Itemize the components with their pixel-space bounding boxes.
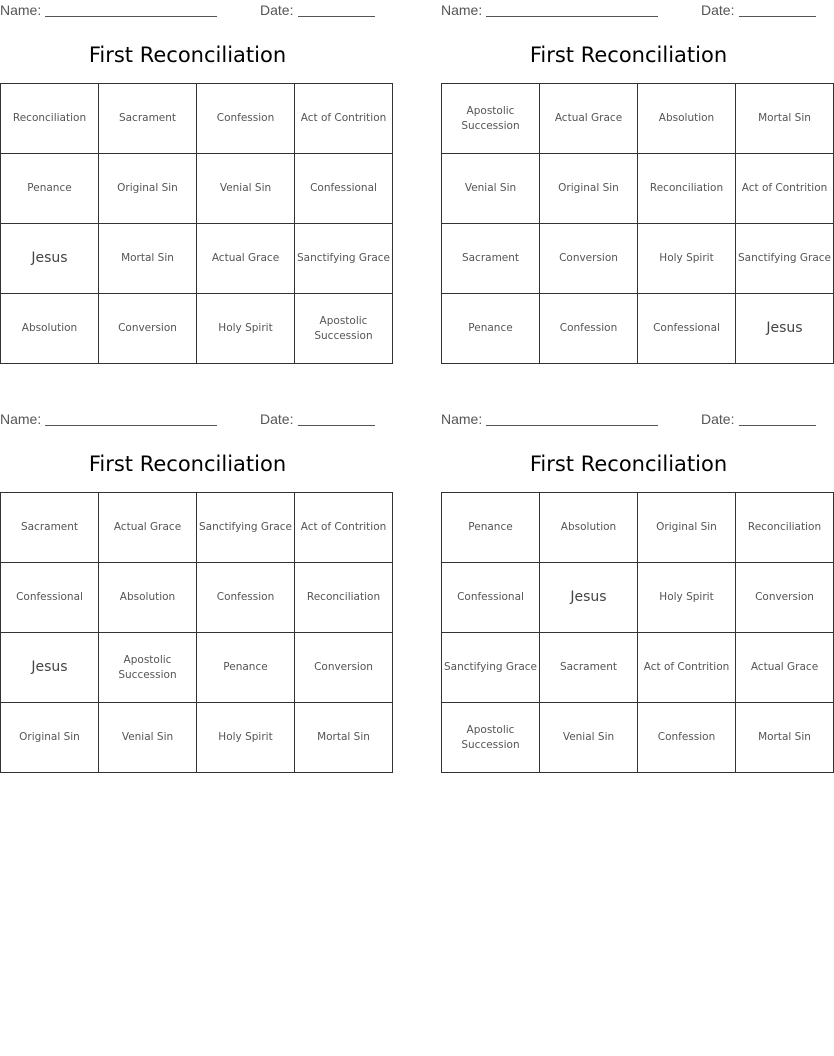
bingo-cell[interactable]: Venial Sin xyxy=(540,703,638,773)
bingo-cell[interactable]: Holy Spirit xyxy=(197,703,295,773)
bingo-cell[interactable]: Sanctifying Grace xyxy=(295,224,393,294)
bingo-cell[interactable]: Mortal Sin xyxy=(99,224,197,294)
name-label: Name: xyxy=(0,411,42,427)
bingo-cell[interactable]: Venial Sin xyxy=(99,703,197,773)
bingo-cell[interactable]: Conversion xyxy=(736,563,834,633)
bingo-cell[interactable]: Actual Grace xyxy=(540,84,638,154)
name-label: Name: xyxy=(0,2,42,18)
bingo-cell[interactable]: Penance xyxy=(1,154,99,224)
bingo-cell[interactable]: Mortal Sin xyxy=(295,703,393,773)
name-date-row xyxy=(441,411,816,429)
bingo-cell[interactable]: Apostolic Succession xyxy=(295,294,393,364)
bingo-cell[interactable]: Original Sin xyxy=(540,154,638,224)
name-blank-line[interactable] xyxy=(45,16,217,17)
card-title: First Reconciliation xyxy=(88,43,287,67)
bingo-cell[interactable]: Act of Contrition xyxy=(295,84,393,154)
bingo-cell[interactable]: Actual Grace xyxy=(197,224,295,294)
bingo-row xyxy=(1,84,393,154)
bingo-cell[interactable]: Mortal Sin xyxy=(736,703,834,773)
bingo-cell[interactable]: Confessional xyxy=(442,563,540,633)
bingo-cell[interactable]: Conversion xyxy=(295,633,393,703)
bingo-cell[interactable]: Penance xyxy=(197,633,295,703)
bingo-cell[interactable]: Sacrament xyxy=(1,493,99,563)
bingo-cell[interactable]: Jesus xyxy=(1,633,99,703)
date-label: Date: xyxy=(260,2,294,18)
bingo-cell[interactable]: Original Sin xyxy=(99,154,197,224)
bingo-cell[interactable]: Sanctifying Grace xyxy=(197,493,295,563)
bingo-cell[interactable]: Reconciliation xyxy=(295,563,393,633)
bingo-row xyxy=(442,633,834,703)
bingo-cell[interactable]: Act of Contrition xyxy=(295,493,393,563)
bingo-row xyxy=(442,224,834,294)
bingo-row xyxy=(442,154,834,224)
bingo-cell[interactable]: Reconciliation xyxy=(736,493,834,563)
bingo-row xyxy=(1,633,393,703)
bingo-row xyxy=(1,563,393,633)
bingo-grid xyxy=(441,83,834,364)
bingo-cell[interactable]: Confessional xyxy=(1,563,99,633)
bingo-cell[interactable]: Act of Contrition xyxy=(736,154,834,224)
bingo-row xyxy=(1,294,393,364)
date-blank-line[interactable] xyxy=(298,425,375,426)
name-date-row xyxy=(441,2,816,20)
card-title: First Reconciliation xyxy=(529,452,728,476)
bingo-cell[interactable]: Penance xyxy=(442,294,540,364)
bingo-cell[interactable]: Holy Spirit xyxy=(638,563,736,633)
bingo-row xyxy=(1,154,393,224)
bingo-cell[interactable]: Apostolic Succession xyxy=(442,703,540,773)
bingo-cell[interactable]: Confession xyxy=(638,703,736,773)
bingo-cell[interactable]: Holy Spirit xyxy=(638,224,736,294)
bingo-row xyxy=(442,84,834,154)
bingo-cell[interactable]: Reconciliation xyxy=(638,154,736,224)
bingo-cell[interactable]: Absolution xyxy=(638,84,736,154)
bingo-cell[interactable]: Sacrament xyxy=(540,633,638,703)
card-title: First Reconciliation xyxy=(529,43,728,67)
bingo-cell[interactable]: Apostolic Succession xyxy=(99,633,197,703)
bingo-row xyxy=(1,493,393,563)
bingo-cell[interactable]: Mortal Sin xyxy=(736,84,834,154)
card-title: First Reconciliation xyxy=(88,452,287,476)
bingo-cell[interactable]: Conversion xyxy=(99,294,197,364)
name-blank-line[interactable] xyxy=(486,425,658,426)
bingo-cell[interactable]: Original Sin xyxy=(1,703,99,773)
bingo-cell[interactable]: Actual Grace xyxy=(736,633,834,703)
bingo-cell[interactable]: Confession xyxy=(197,84,295,154)
bingo-row xyxy=(442,703,834,773)
bingo-cell[interactable]: Venial Sin xyxy=(442,154,540,224)
bingo-cell[interactable]: Absolution xyxy=(1,294,99,364)
name-blank-line[interactable] xyxy=(486,16,658,17)
bingo-cell[interactable]: Penance xyxy=(442,493,540,563)
bingo-cell[interactable]: Confession xyxy=(197,563,295,633)
bingo-cell[interactable]: Absolution xyxy=(540,493,638,563)
bingo-cell[interactable]: Confessional xyxy=(638,294,736,364)
bingo-grid xyxy=(0,83,393,364)
date-label: Date: xyxy=(701,2,735,18)
bingo-cell[interactable]: Confessional xyxy=(295,154,393,224)
bingo-cell[interactable]: Venial Sin xyxy=(197,154,295,224)
bingo-row xyxy=(1,224,393,294)
bingo-row xyxy=(1,703,393,773)
name-date-row xyxy=(0,2,375,20)
bingo-grid xyxy=(441,492,834,773)
date-blank-line[interactable] xyxy=(298,16,375,17)
bingo-cell[interactable]: Jesus xyxy=(736,294,834,364)
bingo-cell[interactable]: Holy Spirit xyxy=(197,294,295,364)
bingo-cell[interactable]: Sacrament xyxy=(442,224,540,294)
bingo-row xyxy=(442,493,834,563)
date-label: Date: xyxy=(260,411,294,427)
bingo-row xyxy=(442,563,834,633)
bingo-cell[interactable]: Actual Grace xyxy=(99,493,197,563)
date-blank-line[interactable] xyxy=(739,16,816,17)
bingo-cell[interactable]: Confession xyxy=(540,294,638,364)
bingo-grid xyxy=(0,492,393,773)
name-label: Name: xyxy=(441,411,483,427)
bingo-row xyxy=(442,294,834,364)
bingo-cell[interactable]: Conversion xyxy=(540,224,638,294)
bingo-cell[interactable]: Jesus xyxy=(540,563,638,633)
bingo-cell[interactable]: Sanctifying Grace xyxy=(442,633,540,703)
date-blank-line[interactable] xyxy=(739,425,816,426)
bingo-cell[interactable]: Jesus xyxy=(1,224,99,294)
bingo-cell[interactable]: Sanctifying Grace xyxy=(736,224,834,294)
date-label: Date: xyxy=(701,411,735,427)
bingo-cell[interactable]: Absolution xyxy=(99,563,197,633)
bingo-cell[interactable]: Act of Contrition xyxy=(638,633,736,703)
bingo-cell[interactable]: Original Sin xyxy=(638,493,736,563)
bingo-cell[interactable]: Reconciliation xyxy=(1,84,99,154)
name-blank-line[interactable] xyxy=(45,425,217,426)
bingo-cell[interactable]: Apostolic Succession xyxy=(442,84,540,154)
bingo-cell[interactable]: Sacrament xyxy=(99,84,197,154)
name-date-row xyxy=(0,411,375,429)
name-label: Name: xyxy=(441,2,483,18)
